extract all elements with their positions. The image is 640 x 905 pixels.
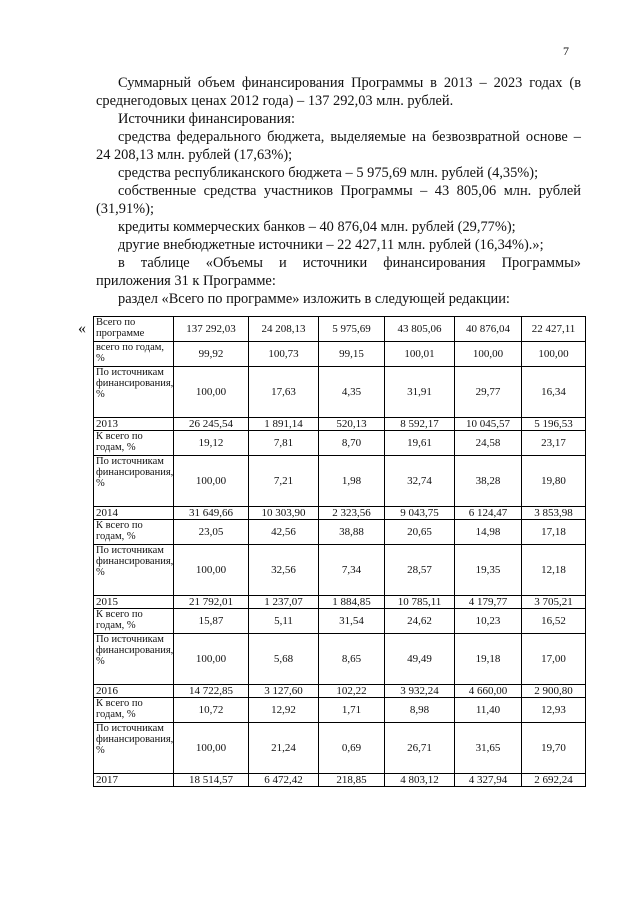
table-cell: 31,91	[385, 367, 455, 418]
table-cell: 10 045,57	[455, 418, 522, 431]
paragraph-total: Суммарный объем финансирования Программы в 2013 – 2023 годах (в среднегодовых ценах 2012 года) – 137 292,03 млн. рублей.	[96, 75, 581, 109]
table-cell: 8 592,17	[385, 418, 455, 431]
table-cell: 12,92	[249, 698, 319, 723]
table-cell: 0,69	[319, 723, 385, 774]
table-cell: 12,18	[522, 545, 586, 596]
financing-table	[93, 316, 586, 787]
paragraph-section-edit: раздел «Всего по программе» изложить в следующей редакции:	[118, 291, 510, 307]
table-cell: 15,87	[174, 609, 249, 634]
table-cell: 4 660,00	[455, 685, 522, 698]
table-cell: 3 127,60	[249, 685, 319, 698]
table-cell: 4 327,94	[455, 774, 522, 787]
table-cell: 21,24	[249, 723, 319, 774]
row-label: По источникам финансирования, %	[94, 634, 174, 685]
table-cell: 38,28	[455, 456, 522, 507]
paragraph-banks: кредиты коммерческих банков – 40 876,04 млн. рублей (29,77%);	[118, 219, 516, 235]
table-row	[94, 431, 586, 456]
table-cell: 1 237,07	[249, 596, 319, 609]
table-cell: 5 196,53	[522, 418, 586, 431]
table-cell: 16,52	[522, 609, 586, 634]
table-row	[94, 507, 586, 520]
table-cell: 26,71	[385, 723, 455, 774]
table-cell: 7,81	[249, 431, 319, 456]
table-cell: 17,00	[522, 634, 586, 685]
row-label: По источникам финансирования, %	[94, 367, 174, 418]
table-cell: 17,18	[522, 520, 586, 545]
table-cell: 17,63	[249, 367, 319, 418]
table-cell: 19,70	[522, 723, 586, 774]
paragraph-republican: средства республиканского бюджета – 5 975,69 млн. рублей (4,35%);	[118, 165, 539, 181]
row-label: К всего по годам, %	[94, 431, 174, 456]
table-cell: 8,65	[319, 634, 385, 685]
table-cell: 28,57	[385, 545, 455, 596]
row-label: По источникам финансирования, %	[94, 456, 174, 507]
table-cell: 6 124,47	[455, 507, 522, 520]
quote-open-mark: «	[78, 320, 86, 337]
table-cell: 5 975,69	[319, 317, 385, 342]
row-label: 2016	[94, 685, 174, 698]
table-cell: 99,92	[174, 342, 249, 367]
table-row	[94, 609, 586, 634]
table-cell: 49,49	[385, 634, 455, 685]
table-cell: 38,88	[319, 520, 385, 545]
table-cell: 24,62	[385, 609, 455, 634]
table-cell: 19,61	[385, 431, 455, 456]
table-row	[94, 520, 586, 545]
table-cell: 10 303,90	[249, 507, 319, 520]
table-cell: 22 427,11	[522, 317, 586, 342]
table-cell: 43 805,06	[385, 317, 455, 342]
table-cell: 5,11	[249, 609, 319, 634]
table-cell: 1,98	[319, 456, 385, 507]
table-cell: 100,00	[522, 342, 586, 367]
table-cell: 1 884,85	[319, 596, 385, 609]
table-cell: 100,00	[455, 342, 522, 367]
table-cell: 16,34	[522, 367, 586, 418]
table-cell: 2 692,24	[522, 774, 586, 787]
table-cell: 31,65	[455, 723, 522, 774]
paragraph-participants: собственные средства участников Программы – 43 805,06 млн. рублей (31,91%);	[96, 183, 581, 217]
table-row	[94, 342, 586, 367]
table-row	[94, 545, 586, 596]
table-cell: 42,56	[249, 520, 319, 545]
table-row	[94, 596, 586, 609]
table-cell: 23,05	[174, 520, 249, 545]
table-cell: 8,98	[385, 698, 455, 723]
table-cell: 137 292,03	[174, 317, 249, 342]
table-cell: 4 803,12	[385, 774, 455, 787]
table-cell: 10,23	[455, 609, 522, 634]
table-cell: 100,00	[174, 367, 249, 418]
table-row	[94, 317, 586, 342]
table-cell: 23,17	[522, 431, 586, 456]
table-cell: 10 785,11	[385, 596, 455, 609]
table-cell: 6 472,42	[249, 774, 319, 787]
paragraph-other: другие внебюджетные источники – 22 427,11 млн. рублей (16,34%).»;	[118, 237, 544, 253]
row-label: 2013	[94, 418, 174, 431]
table-cell: 520,13	[319, 418, 385, 431]
table-cell: 19,80	[522, 456, 586, 507]
table-cell: 3 932,24	[385, 685, 455, 698]
page-number: 7	[563, 44, 569, 58]
table-row	[94, 367, 586, 418]
table-cell: 3 705,21	[522, 596, 586, 609]
row-label: К всего по годам, %	[94, 520, 174, 545]
table-cell: 5,68	[249, 634, 319, 685]
table-cell: 20,65	[385, 520, 455, 545]
paragraph-sources-heading: Источники финансирования:	[118, 111, 295, 127]
table-cell: 2 900,80	[522, 685, 586, 698]
table-cell: 7,21	[249, 456, 319, 507]
row-label: Всего по программе	[94, 317, 174, 342]
table-cell: 14,98	[455, 520, 522, 545]
table-cell: 24 208,13	[249, 317, 319, 342]
paragraph-table-ref: в таблице «Объемы и источники финансирования Программы» приложения 31 к Программе:	[96, 255, 581, 289]
table-cell: 10,72	[174, 698, 249, 723]
table-cell: 100,00	[174, 723, 249, 774]
table-cell: 4 179,77	[455, 596, 522, 609]
table-cell: 19,18	[455, 634, 522, 685]
table-cell: 7,34	[319, 545, 385, 596]
table-cell: 100,00	[174, 456, 249, 507]
table-cell: 218,85	[319, 774, 385, 787]
row-label: К всего по годам, %	[94, 698, 174, 723]
table-cell: 1,71	[319, 698, 385, 723]
paragraph-federal: средства федерального бюджета, выделяемые на безвозвратной основе – 24 208,13 млн. рублей (17,63%);	[96, 129, 581, 163]
table-cell: 18 514,57	[174, 774, 249, 787]
table-row	[94, 418, 586, 431]
table-row	[94, 698, 586, 723]
table-cell: 99,15	[319, 342, 385, 367]
row-label: 2014	[94, 507, 174, 520]
table-cell: 32,56	[249, 545, 319, 596]
row-label: По источникам финансирования, %	[94, 545, 174, 596]
row-label: 2015	[94, 596, 174, 609]
table-row	[94, 723, 586, 774]
row-label: К всего по годам, %	[94, 609, 174, 634]
table-cell: 2 323,56	[319, 507, 385, 520]
table-cell: 102,22	[319, 685, 385, 698]
table-cell: 31 649,66	[174, 507, 249, 520]
table-cell: 4,35	[319, 367, 385, 418]
table-cell: 32,74	[385, 456, 455, 507]
row-label: По источникам финансирования, %	[94, 723, 174, 774]
table-row	[94, 634, 586, 685]
table-cell: 31,54	[319, 609, 385, 634]
table-row	[94, 774, 586, 787]
table-cell: 3 853,98	[522, 507, 586, 520]
table-cell: 19,12	[174, 431, 249, 456]
table-cell: 14 722,85	[174, 685, 249, 698]
table-cell: 12,93	[522, 698, 586, 723]
table-cell: 24,58	[455, 431, 522, 456]
table-cell: 21 792,01	[174, 596, 249, 609]
table-cell: 11,40	[455, 698, 522, 723]
table-cell: 100,01	[385, 342, 455, 367]
row-label: всего по годам, %	[94, 342, 174, 367]
table-cell: 19,35	[455, 545, 522, 596]
table-cell: 1 891,14	[249, 418, 319, 431]
row-label: 2017	[94, 774, 174, 787]
table-cell: 8,70	[319, 431, 385, 456]
table-cell: 26 245,54	[174, 418, 249, 431]
table-row	[94, 456, 586, 507]
table-cell: 100,00	[174, 634, 249, 685]
table-row	[94, 685, 586, 698]
table-cell: 29,77	[455, 367, 522, 418]
table-cell: 100,00	[174, 545, 249, 596]
table-cell: 9 043,75	[385, 507, 455, 520]
table-cell: 40 876,04	[455, 317, 522, 342]
table-cell: 100,73	[249, 342, 319, 367]
